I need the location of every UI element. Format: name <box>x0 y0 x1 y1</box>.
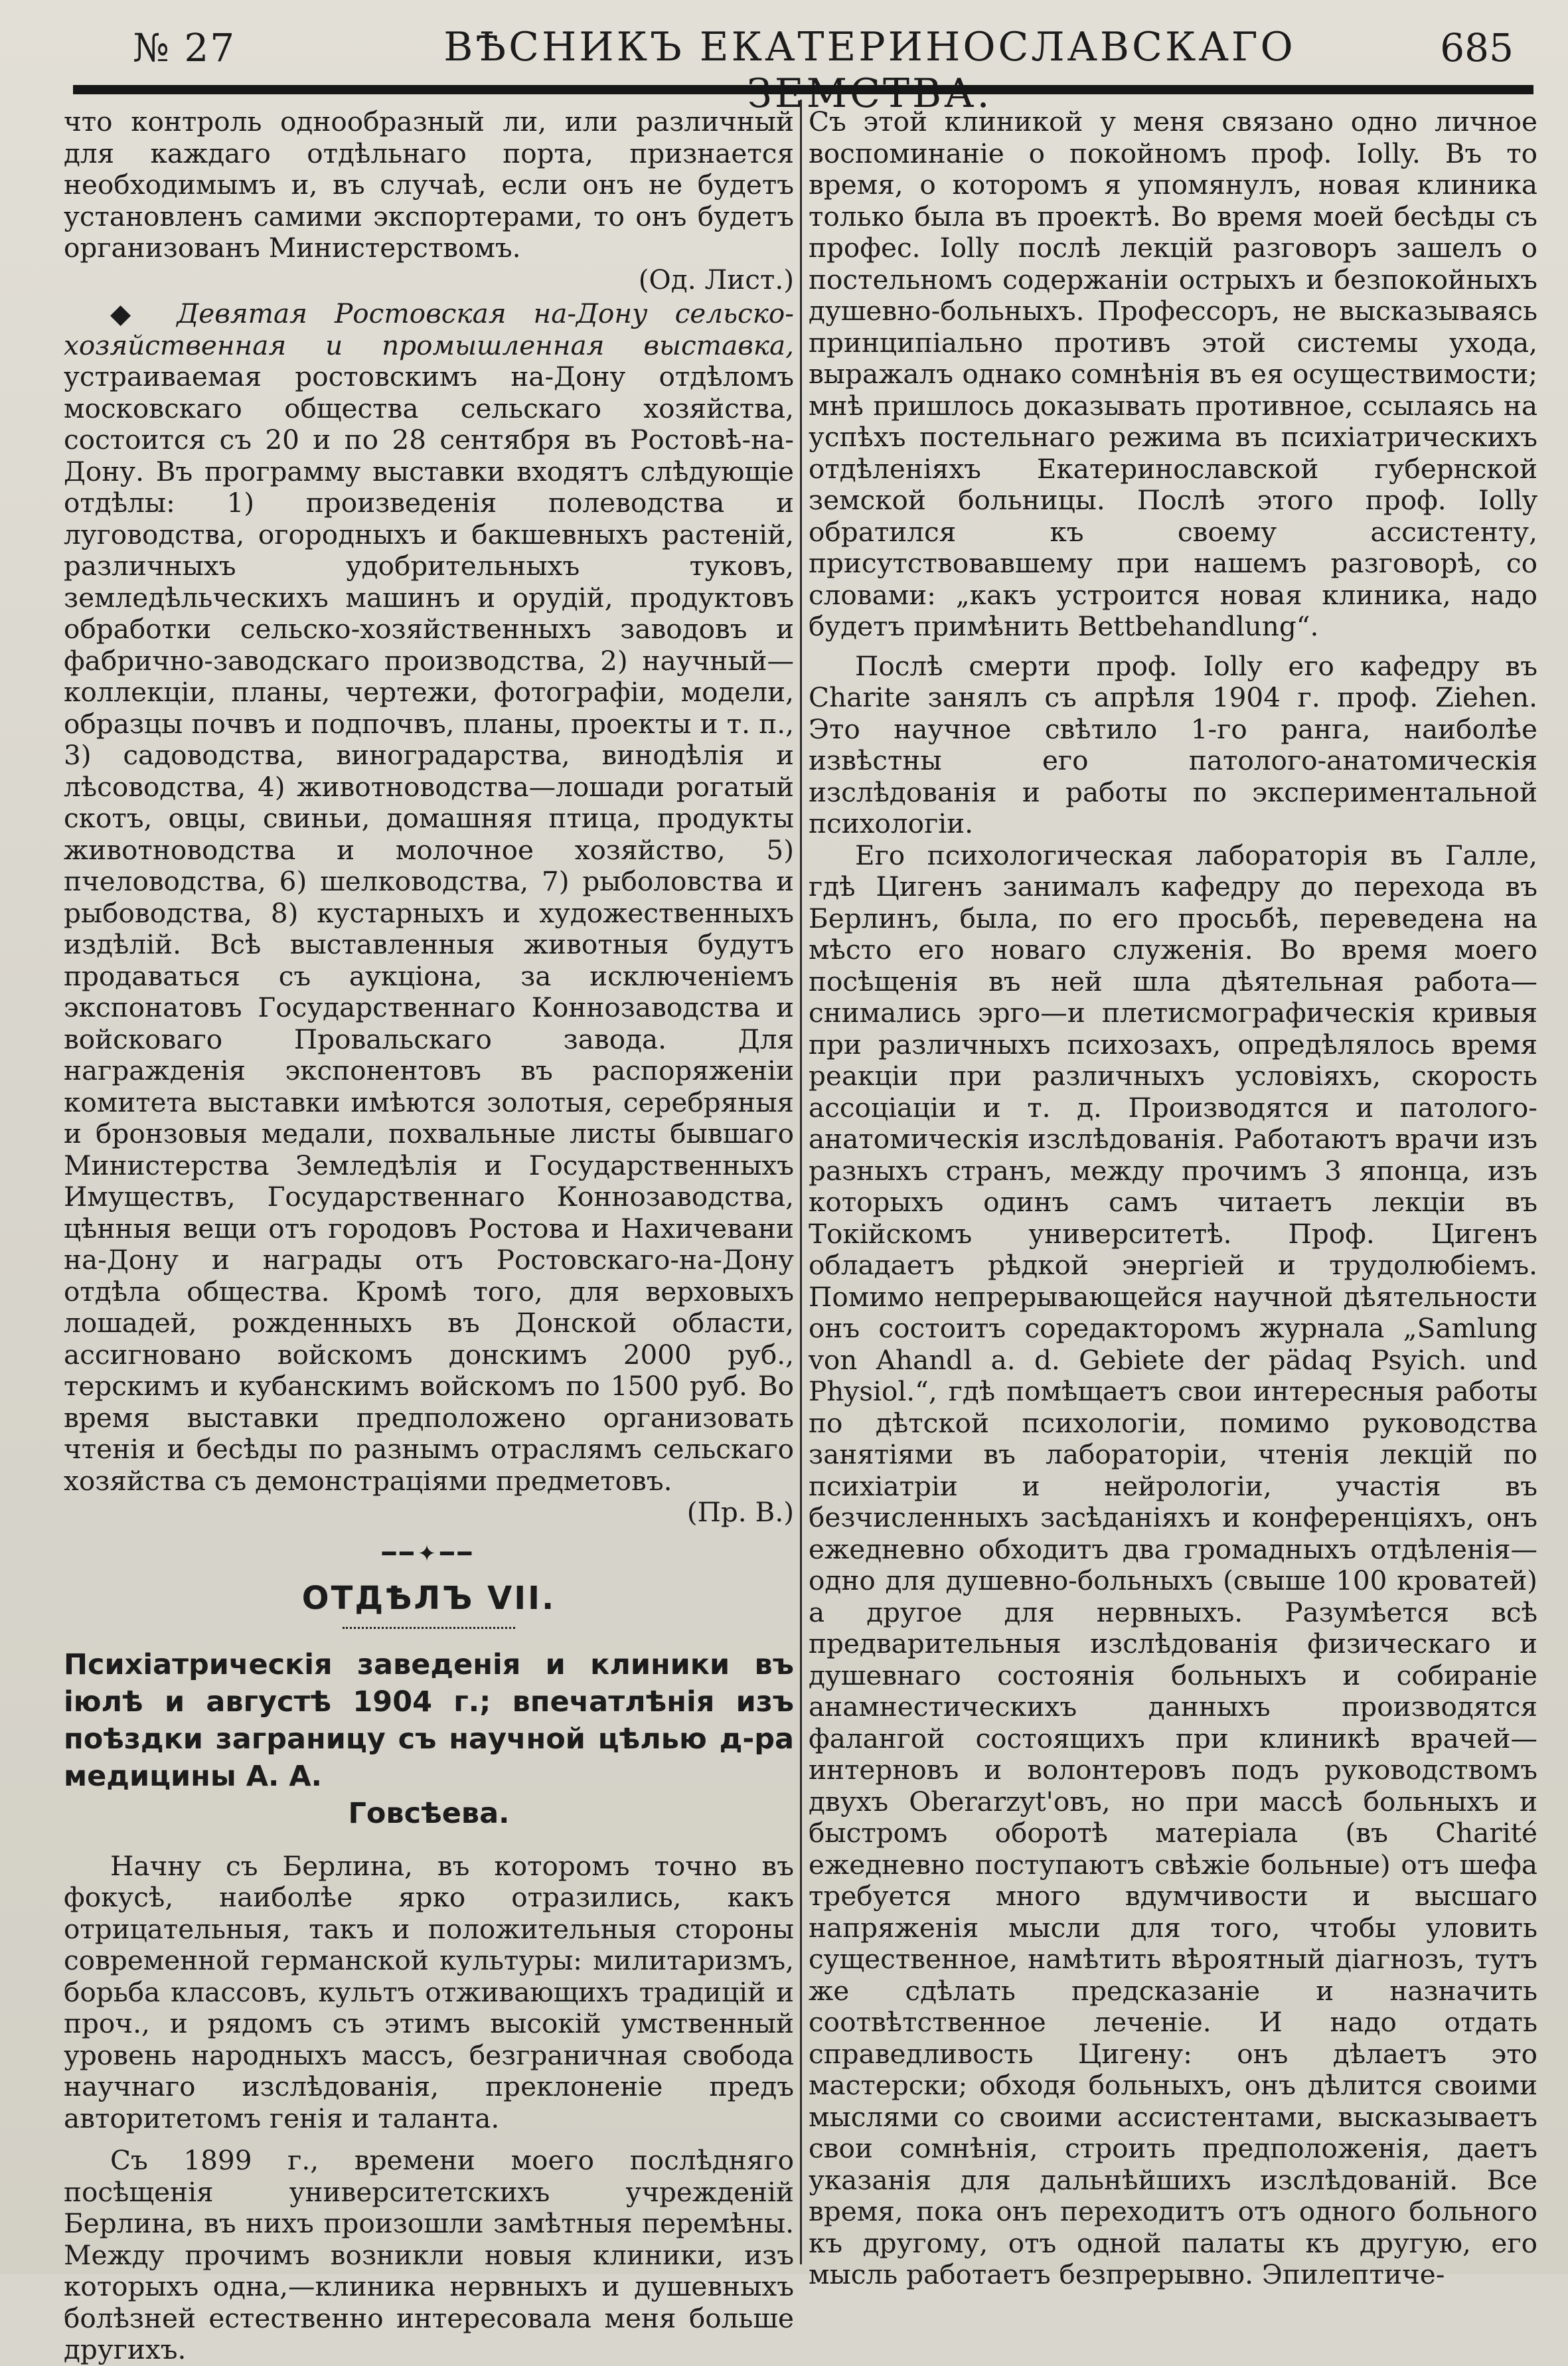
column-divider <box>800 100 802 2264</box>
section-rule <box>343 1627 515 1629</box>
bullet-icon: ◆ <box>110 297 177 329</box>
article-author: Говсѣева. <box>348 1796 510 1830</box>
source-signature: (Од. Лист.) <box>638 263 794 296</box>
journal-title: ВѢСНИКЪ ЕКАТЕРИНОСЛАВСКАГО <box>443 24 1296 70</box>
paragraph: Съ 1899 г., времени моего послѣдняго посѣщенія университетскихъ учрежденій Берлина, въ нихъ произошли замѣтныя перемѣны. Между прочимъ возникли новыя клиники, изъ которыхъ одна,—клиника нервныхъ и душевныхъ болѣзней естественно интересовала меня больше другихъ. <box>64 2144 794 2365</box>
left-column <box>64 106 794 2365</box>
page-header <box>73 19 1520 92</box>
paragraph: Послѣ смерти проф. Iolly его кафедру въ Charite занялъ съ апрѣля 1904 г. проф. Ziehen. Это научное свѣтило 1-го ранга, наиболѣе извѣстны его патолого-анатомическія изслѣдованія и работы по экспериментальной психологіи. <box>809 649 1537 839</box>
page-number: 685 <box>1440 25 1514 70</box>
news-headline: Девятая Ростовская на-Дону сельско-хозяйственная и промышленная выставка, <box>64 297 794 361</box>
right-column <box>809 106 1537 2290</box>
news-item-rostov: ◆ Девятая Ростовская на-Дону сельско-хозяйственная и промышленная выставка, устраиваемая ростовскимъ на-Дону отдѣломъ московскаго общества сельскаго хозяйства, состоится съ 20 и по 28 сентября въ Ростовѣ-на-Дону. Въ программу выставки входятъ слѣдующіе отдѣлы: 1) произведенія полеводства и луговодства, огородныхъ и бакшевныхъ растеній, различныхъ удобрительныхъ туковъ, земледѣльческихъ машинъ и орудій, продуктовъ обработки сельско-хозяйственныхъ заводовъ и фабрично-заводскаго производства, 2) научный—коллекціи, планы, чертежи, фотографіи, модели, образцы почвъ и подпочвъ, планы, проекты и т. п., 3) садоводства, виноградарства, винодѣлія и лѣсоводства, 4) животноводства—лошади рогатый скотъ, овцы, свиньи, домашняя птица, продукты животноводства и молочное хозяйство, 5) пчеловодства, 6) шелководства, 7) рыболовства и рыбоводства, 8) кустарныхъ и художественныхъ издѣлій. Всѣ выставленныя животныя будутъ продаваться съ аукціона, за исключеніемъ экспонатовъ Государственнаго Коннозаводства и войсковаго Провальскаго завода. Для награжденія экспонентовъ въ распоряженіи комитета выставки имѣются золотыя, серебряныя и бронзовыя медали, похвальные листы бывшаго Министерства Земледѣлія и Государственныхъ Имуществъ, Государственнаго Коннозаводства, цѣнныя вещи отъ городовъ Ростова и Нахичевани на-Дону и награды отъ Ростовскаго-на-Дону отдѣла общества. Кромѣ того, для верховыхъ лошадей, рожденныхъ въ Донской области, ассигновано войскомъ донскимъ 2000 руб., терскимъ и кубанскимъ войскомъ по 1500 руб. Во время выставки предположено организовать чтенія и бесѣды по разнымъ отраслямъ сельскаго хозяйства съ демонстраціями предметовъ. (Пр. В.) <box>64 297 794 1528</box>
article-title: Психіатрическія заведенія и клиники въ іюлѣ и августѣ 1904 г.; впечатлѣнія изъ поѣздки заграницу съ научной цѣлью д-ра медицины А. А. Говсѣева. <box>64 1646 794 1832</box>
paragraph: Начну съ Берлина, въ которомъ точно въ фокусѣ, наиболѣе ярко отразились, какъ отрицательныя, такъ и положительныя стороны современной германской культуры: милитаризмъ, борьба классовъ, культъ отживающихъ традицій и проч., и рядомъ съ этимъ высокій умственный уровень народныхъ массъ, безграничная свобода научнаго изслѣдованія, преклоненіе предъ авторитетомъ генія и таланта. <box>64 1849 794 2134</box>
paragraph: Его психологическая лабораторія въ Галле, гдѣ Цигенъ занималъ кафедру до перехода въ Берлинъ, была, по его просьбѣ, переведена на мѣсто его новаго служенія. Во время моего посѣщенія въ ней шла дѣятельная работа—снимались эрго—и плетисмографическія кривыя при различныхъ психозахъ, опредѣлялось время реакціи при различныхъ условіяхъ, скорость ассоціаціи и т. д. Производятся и патолого-анатомическія изслѣдованія. Работаютъ врачи изъ разныхъ странъ, между прочимъ 3 японца, изъ которыхъ одинъ самъ читаетъ лекціи въ Токійскомъ университетѣ. Проф. Цигенъ обладаетъ рѣдкой энергіей и трудолюбіемъ. Помимо непрерывающейся научной дѣятельности онъ состоитъ соредакторомъ журнала „Samlung von Ahandl a. d. Gebiete der pädaq Psyich. und Physiol.“, гдѣ помѣщаетъ свои интересныя работы по дѣтской психологіи, помимо руководства занятіями въ лабораторіи, чтенія лекцій по психіатріи и нейрологіи, участія въ безчисленныхъ засѣданіяхъ и конференціяхъ, онъ ежедневно обходитъ два громадныхъ отдѣленія—одно для душевно-больныхъ (свыше 100 кроватей) а другое для нервныхъ. Разумѣется всѣ предварительныя изслѣдованія физическаго и душевнаго состоянія больныхъ и собираніе анамнестическихъ данныхъ производятся фалангой состоящихъ при клиникѣ врачей—интерновъ и волонтеровъ подъ руководствомъ двухъ Oberarzyt'овъ, но при массѣ больныхъ и быстромъ оборотѣ матеріала (въ Charité ежедневно поступаютъ свѣжіе больные) отъ шефа требуется много вдумчивости и высшаго напряженія мысли для того, чтобы уловить существенное, намѣтить вѣроятный діагнозъ, тутъ же сдѣлать предсказаніе и назначить соотвѣтственное леченіе. И надо отдать справедливость Цигену: онъ дѣлаетъ это мастерски; обходя больныхъ, онъ дѣлится своими мыслями со своими ассистентами, высказываетъ свои сомнѣнія, строить предположенія, даетъ указанія для дальнѣйшихъ изслѣдованій. Все время, пока онъ переходитъ отъ одного больного къ другому, отъ одной палаты къ другую, его мысль работаетъ безпрерывно. Эпилептиче- <box>809 839 1537 2290</box>
issue-number: № 27 <box>133 25 236 70</box>
ornament-divider: ━━✦━━ <box>382 1540 476 1567</box>
paragraph: Съ этой клиникой у меня связано одно личное воспоминаніе о покойномъ проф. Iolly. Въ то время, о которомъ я упомянулъ, новая клиника только была въ проектѣ. Во время моей бесѣды съ профес. Iolly послѣ лекцій разговоръ зашелъ о постельномъ содержаніи острыхъ и безпокойныхъ душевно-больныхъ. Профессоръ, не высказываясь принципіально противъ этой системы ухода, выражалъ однако сомнѣнія въ ея осуществимости; мнѣ пришлось доказывать противное, ссылаясь на успѣхъ постельнаго режима въ психіатрическихъ отдѣленіяхъ Екатеринославской губернской земской больницы. Послѣ этого проф. Iolly обратился къ своему ассистенту, присутствовавшему при нашемъ разговорѣ, со словами: „какъ устроится новая клиника, надо будетъ примѣнить Bettbehandlung“. <box>809 106 1537 642</box>
source-signature: (Пр. В.) <box>686 1496 794 1528</box>
section-title: ОТДѢЛЪ VII. <box>301 1579 556 1617</box>
paragraph: что контроль однообразный ли, или различный для каждаго отдѣльнаго порта, признается необходимымъ и, въ случаѣ, если онъ не будетъ установленъ самими экспортерами, то онъ будетъ организованъ Министерствомъ. (Од. Лист.) <box>64 106 794 296</box>
header-rule <box>73 85 1533 94</box>
